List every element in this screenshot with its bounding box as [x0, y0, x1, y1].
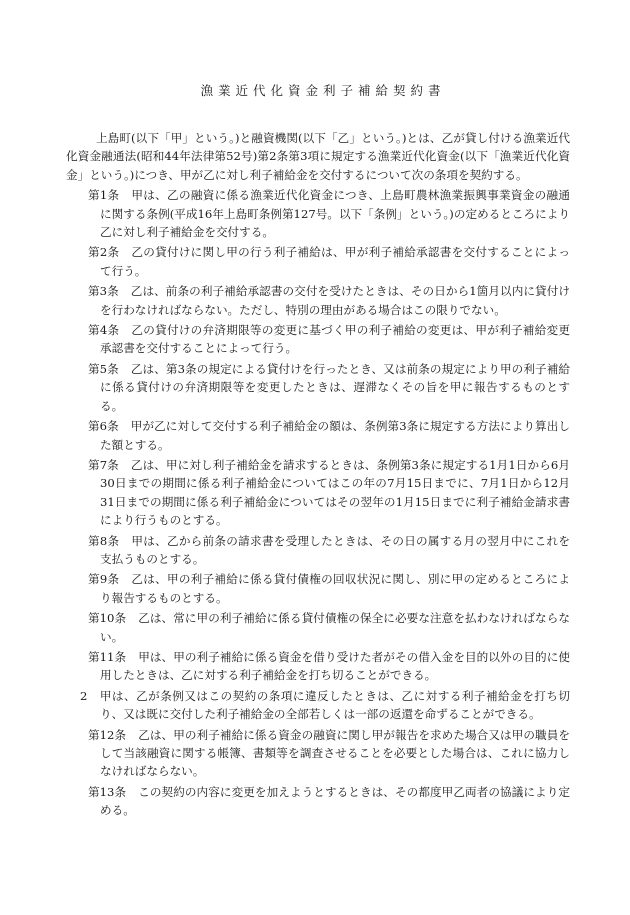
article-item [66, 726, 570, 781]
article-text: 乙は、甲の利子補給に係る資金の融資に関し甲が報告を求めた場合又は甲の職員をして当該融資に関する帳簿、書類等を調査させることを必要とした場合は、これに協力しなければならない。 [100, 727, 570, 779]
article-item [66, 360, 570, 415]
document-title: 漁業近代化資金利子補給契約書 [200, 83, 446, 98]
article-number: 第5条 [88, 361, 119, 376]
article-item [66, 282, 570, 319]
article-number: 第13条 [88, 784, 127, 799]
article-text: 乙の貸付けの弁済期限等の変更に基づく甲の利子補給の変更は、甲が利子補給変更承認書を交付することによって行う。 [100, 323, 570, 356]
article-item [66, 783, 570, 820]
article-number: 第4条 [88, 323, 120, 338]
article-text: 乙は、常に甲の利子補給に係る貸付債権の保全に必要な注意を払わなければならない。 [100, 611, 570, 644]
article-item [66, 687, 570, 724]
article-item [66, 243, 570, 280]
article-number: 第2条 [88, 245, 120, 260]
article-text: 甲が乙に対して交付する利子補給金の額は、条例第3条に規定する方法により算出した額とする。 [100, 419, 570, 452]
article-text: 乙は、甲の利子補給に係る貸付債権の回収状況に関し、別に甲の定めるところにより報告するものとする。 [100, 572, 570, 605]
article-number: 第9条 [88, 572, 120, 587]
article-text: 甲は、乙が条例又はこの契約の条項に違反したときは、乙に対する利子補給金を打ち切り、又は既に交付した利子補給金の全部若しくは一部の返還を命ずることができる。 [99, 688, 570, 722]
article-text: 乙は、第3条の規定による貸付けを行ったとき、又は前条の規定により甲の利子補給に係る貸付けの弁済期限等を変更したときは、遅滞なくその旨を甲に報告するものとする。 [100, 361, 570, 413]
preamble-paragraph: 上島町(以下「甲」という。)と融資機関(以下「乙」という。)とは、乙が貸し付ける漁業近代化資金融通法(昭和44年法律第52号)第2条第3項に規定する漁業近代化資金(以下「漁業近代化資金」という。)につき、甲が乙に対し利子補給金を交付するについて次の条項を契約する。 [66, 131, 570, 182]
article-number: 第7条 [88, 457, 119, 472]
article-text: 乙は、前条の利子補給承認書の交付を受けたときは、その日から1箇月以内に貸付けを行わなければならない。ただし、特別の理由がある場合はこの限りでない。 [100, 284, 570, 317]
article-item [66, 321, 570, 358]
article-number: 第1条 [88, 188, 120, 203]
article-item [66, 570, 570, 607]
article-number: 第8条 [88, 533, 120, 548]
article-item [66, 609, 570, 646]
article-text: 乙の貸付けに関し甲の行う利子補給は、甲が利子補給承認書を交付することによって行う。 [100, 245, 570, 278]
article-item [66, 417, 570, 454]
article-text: この契約の内容に変更を加えようとするときは、その都度甲乙両者の協議により定める。 [100, 784, 570, 818]
article-number: 第11条 [88, 649, 127, 664]
article-list [66, 186, 570, 819]
article-number: 第10条 [88, 611, 127, 626]
article-number: 第3条 [88, 284, 119, 299]
article-text: 甲は、乙の融資に係る漁業近代化資金につき、上島町農林漁業振興事業資金の融通に関する条例(平成16年上島町条例第127号。以下「条例」という。)の定めるところにより乙に対し利子補給金を交付する。 [100, 188, 570, 240]
article-text: 乙は、甲に対し利子補給金を請求するときは、条例第3条に規定する1月1日から6月30日までの期間に係る利子補給金についてはこの年の7月15日までに、7月1日から12月31日までの期間に係る利子補給金についてはその翌年の1月15日までに利子補給金請求書により行うものとする。 [100, 457, 570, 528]
article-number: 第12条 [88, 727, 127, 742]
article-number: 第6条 [88, 419, 119, 434]
article-item [66, 186, 570, 241]
article-item [66, 456, 570, 530]
article-item [66, 648, 570, 685]
article-number: 2 [80, 688, 88, 703]
article-text: 甲は、乙から前条の請求書を受理したときは、その日の属する月の翌月中にこれを支払うものとする。 [100, 533, 570, 566]
article-item [66, 532, 570, 569]
article-text: 甲は、甲の利子補給に係る資金を借り受けた者がその借入金を目的以外の目的に使用したときは、乙に対する利子補給金を打ち切ることができる。 [100, 649, 570, 683]
